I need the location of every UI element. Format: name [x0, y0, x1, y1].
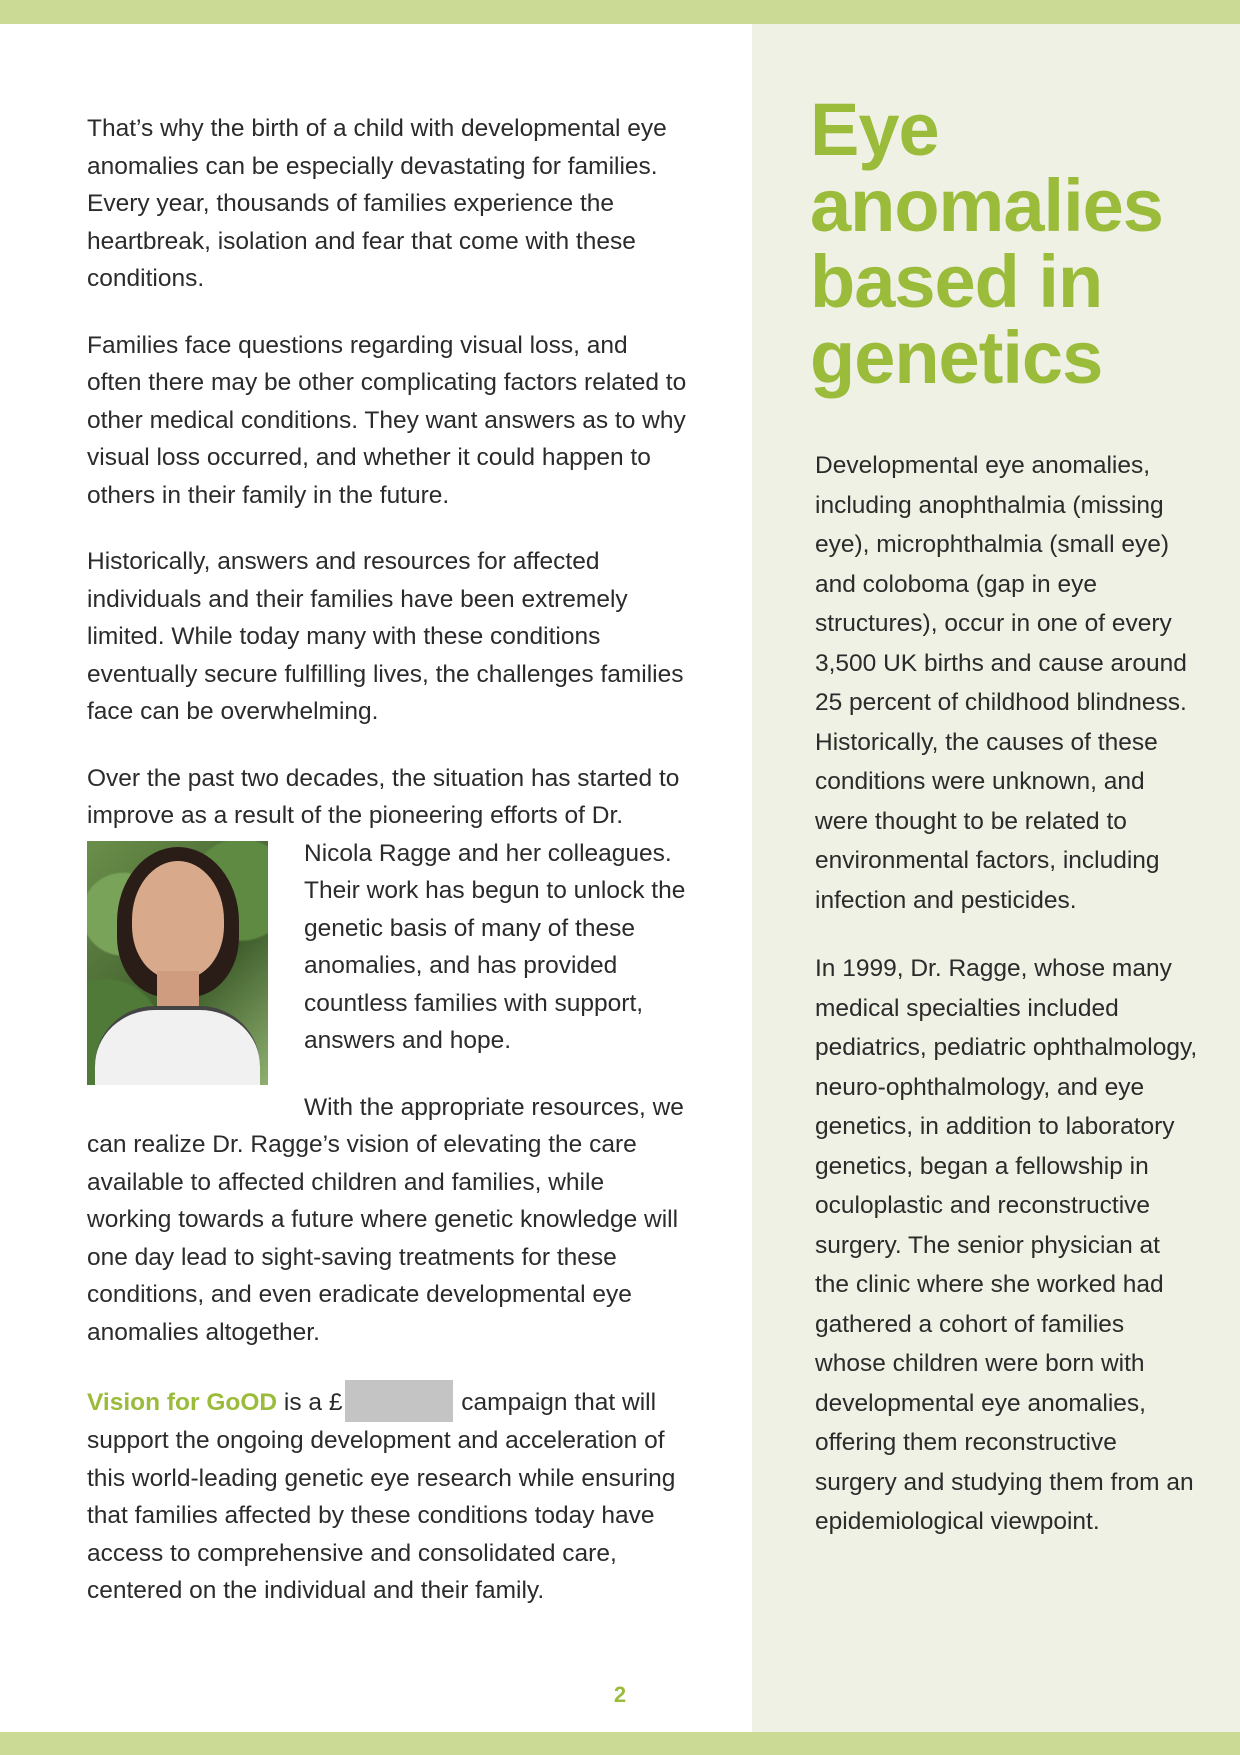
- families-questions-paragraph: Families face questions regarding visual loss, and often there may be other complicating factors related to other medical conditions. They want answers as to why visual loss occurred, and whether it could happen to others in their family in the future.: [87, 331, 687, 509]
- progress-paragraph: [87, 760, 687, 835]
- campaign-prefix: is a £: [277, 1389, 343, 1416]
- progress-paragraph-lead: Over the past two decades, the situation has started to improve as a result of the pioneering efforts of Dr.: [87, 764, 680, 829]
- main-column: [87, 110, 687, 1639]
- campaign-paragraph: [87, 1380, 687, 1610]
- page-number: 2: [613, 1682, 627, 1707]
- history-paragraph: Historically, answers and resources for affected individuals and their families have been extremely limited. While today many with these conditions eventually secure fulfilling lives, the challenges families face can be overwhelming.: [87, 548, 684, 725]
- redacted-amount: [345, 1380, 453, 1422]
- top-band: [0, 0, 1240, 24]
- dr-ragge-photo: [87, 841, 268, 1085]
- intro-paragraph: That’s why the birth of a child with developmental eye anomalies can be especially devastating for families. Every year, thousands of families experience the heartbreak, isolation and fear that come with these conditions.: [87, 115, 667, 292]
- progress-paragraph-continued: Nicola Ragge and her colleagues. Their work has begun to unlock the genetic basis of many of these anomalies, and has provided countless families with support, answers and hope.: [304, 839, 686, 1054]
- sidebar-paragraph-anomalies: Developmental eye anomalies, including anophthalmia (missing eye), microphthalmia (small eye) and coloboma (gap in eye structures), occur in one of every 3,500 UK births and cause around 25 percent of childhood blindness. Historically, the causes of these conditions were unknown, and were thought to be related to environmental factors, including infection and pesticides.: [815, 452, 1187, 914]
- bottom-band: [0, 1732, 1240, 1755]
- sidebar-paragraph-history: In 1999, Dr. Ragge, whose many medical specialties included pediatrics, pediatric ophthalmology, neuro-ophthalmology, and eye genetics, in addition to laboratory genetics, began a fellowship in oculoplastic and reconstructive surgery. The senior physician at the clinic where she worked had gathered a cohort of families whose children were born with developmental eye anomalies, offering them reconstructive surgery and studying them from an epidemiological viewpoint.: [815, 955, 1198, 1535]
- sidebar-title: Eye anomalies based in genetics: [810, 88, 1163, 399]
- campaign-suffix: campaign that will support the ongoing development and acceleration of this world-leading genetic eye research while ensuring that families affected by these conditions today have access to comprehensive and consolidated care, centered on the individual and their family.: [87, 1389, 676, 1604]
- campaign-name: Vision for GoOD: [87, 1389, 278, 1416]
- vision-paragraph: With the appropriate resources, we can realize Dr. Ragge’s vision of elevating the care available to affected children and families, while working towards a future where genetic knowledge will one day lead to sight-saving treatments for these conditions, and even eradicate developmental eye anomalies altogether.: [87, 1093, 684, 1346]
- sidebar-text: [815, 446, 1200, 1571]
